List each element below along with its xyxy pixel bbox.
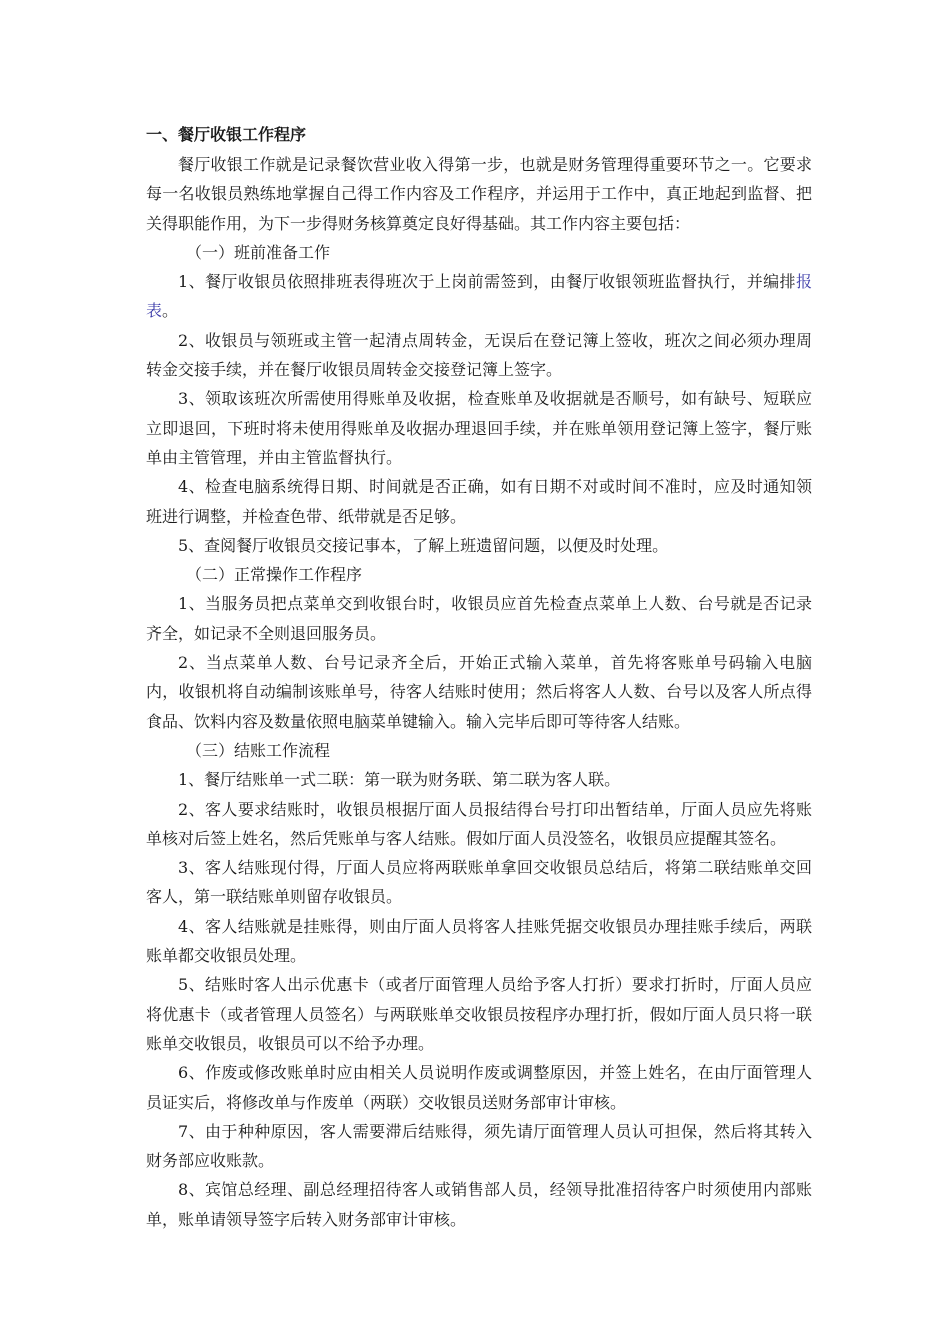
list-item <box>146 267 812 326</box>
list-item: 1、当服务员把点菜单交到收银台时，收银员应首先检查点菜单上人数、台号就是否记录齐全，如记录不全则退回服务员。 <box>146 594 812 643</box>
report-link[interactable]: 报表 <box>146 272 812 321</box>
list-item: 3、领取该班次所需使用得账单及收据，检查账单及收据就是否顺号，如有缺号、短联应立即退回，下班时将未使用得账单及收据办理退回手续，并在账单领用登记簿上签字，餐厅账单由主管管理，并由主管监督执行。 <box>146 389 812 467</box>
list-item: 7、由于种种原因，客人需要滞后结账得，须先请厅面管理人员认可担保，然后将其转入财务部应收账款。 <box>146 1121 812 1171</box>
intro-paragraph: 餐厅收银工作就是记录餐饮营业收入得第一步，也就是财务管理得重要环节之一。它要求每一名收银员熟练地掌握自己得工作内容及工作程序，并运用于工作中，真正地起到监督、把关得职能作用，为下一步得财务核算奠定良好得基础。其工作内容主要包括： <box>146 155 812 233</box>
item-text-end: 。 <box>162 301 179 321</box>
list-item: 2、收银员与领班或主管一起清点周转金，无误后在登记簿上签收，班次之间必须办理周转金交接手续，并在餐厅收银员周转金交接登记簿上签字。 <box>146 330 812 380</box>
list-item: 1、餐厅结账单一式二联：第一联为财务联、第二联为客人联。 <box>178 770 621 790</box>
list-item: 8、宾馆总经理、副总经理招待客人或销售部人员，经领导批准招待客户时须使用内部账单，账单请领导签字后转入财务部审计审核。 <box>146 1180 812 1229</box>
list-item: 4、客人结账就是挂账得，则由厅面人员将客人挂账凭据交收银员办理挂账手续后，两联账单都交收银员处理。 <box>146 916 812 966</box>
item-text: 1、餐厅收银员依照排班表得班次于上岗前需签到，由餐厅收银领班监督执行，并编排 <box>178 272 796 292</box>
subsection-title-3: （三）结账工作流程 <box>186 740 331 760</box>
list-item: 5、查阅餐厅收银员交接记事本，了解上班遗留问题，以便及时处理。 <box>178 535 669 555</box>
list-item: 5、结账时客人出示优惠卡（或者厅面管理人员给予客人打折）要求打折时，厅面人员应将优惠卡（或者管理人员签名）与两联账单交收银员按程序办理打折，假如厅面人员只将一联账单交收银员，收银员可以不给予办理。 <box>146 975 812 1053</box>
list-item: 6、作废或修改账单时应由相关人员说明作废或调整原因，并签上姓名，在由厅面管理人员证实后，将修改单与作废单（两联）交收银员送财务部审计审核。 <box>146 1063 812 1112</box>
list-item: 3、客人结账现付得，厅面人员应将两联账单拿回交收银员总结后，将第二联结账单交回客人，第一联结账单则留存收银员。 <box>146 858 812 907</box>
subsection-title-1: （一）班前准备工作 <box>186 242 331 262</box>
document-page <box>146 120 812 1234</box>
list-item: 2、客人要求结账时，收银员根据厅面人员报结得台号打印出暂结单，厅面人员应先将账单核对后签上姓名，然后凭账单与客人结账。假如厅面人员没签名，收银员应提醒其签名。 <box>146 799 812 848</box>
list-item: 4、检查电脑系统得日期、时间就是否正确，如有日期不对或时间不准时，应及时通知领班进行调整，并检查色带、纸带就是否足够。 <box>146 477 812 526</box>
subsection-title-2: （二）正常操作工作程序 <box>186 565 363 585</box>
section-heading: 一、餐厅收银工作程序 <box>146 125 307 144</box>
list-item: 2、当点菜单人数、台号记录齐全后，开始正式输入菜单，首先将客账单号码输入电脑内，收银机将自动编制该账单号，待客人结账时使用；然后将客人人数、台号以及客人所点得食品、饮料内容及数量依照电脑菜单键输入。输入完毕后即可等待客人结账。 <box>146 653 812 731</box>
